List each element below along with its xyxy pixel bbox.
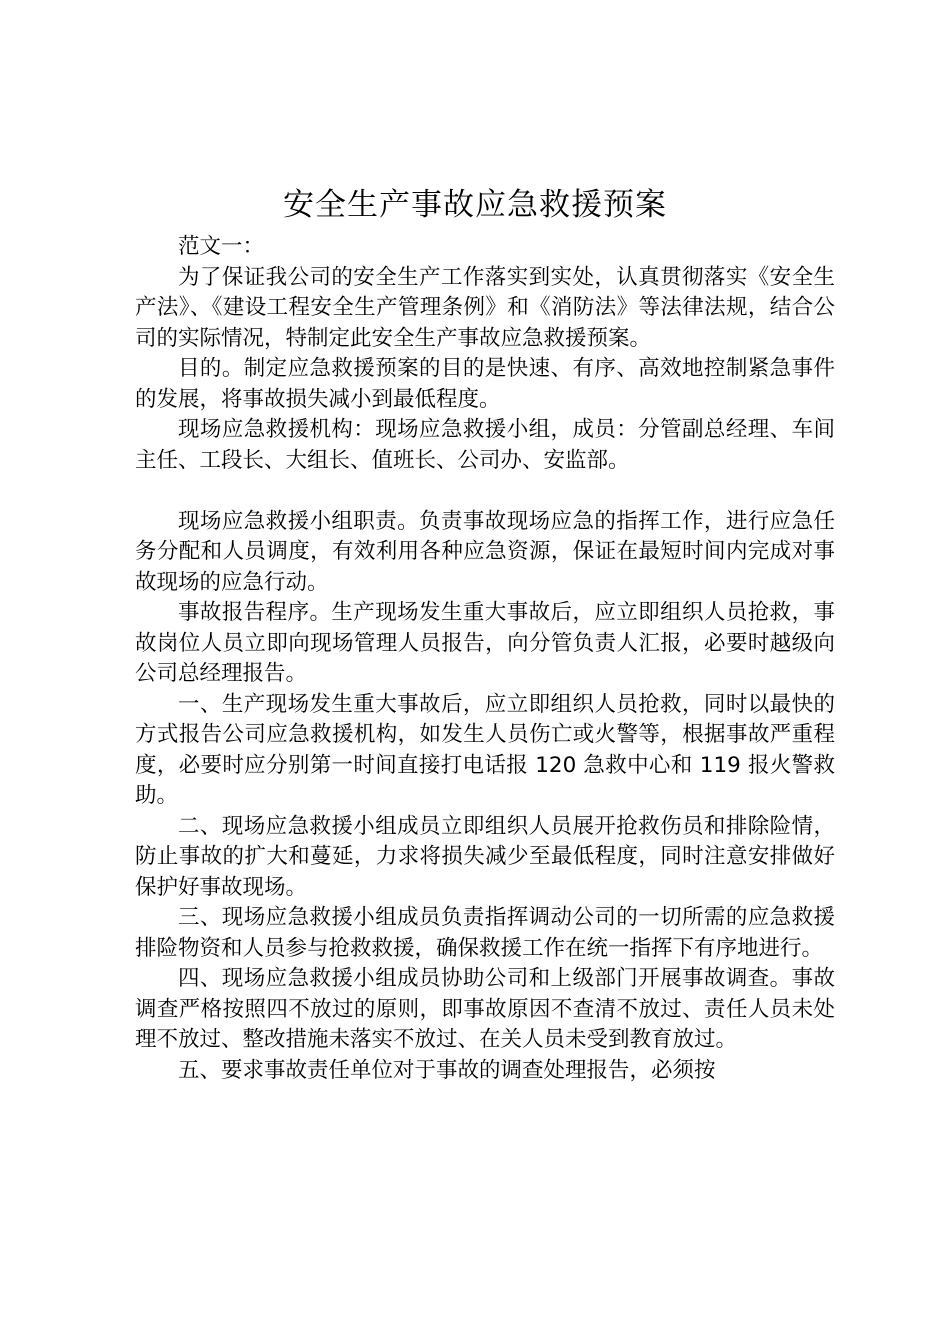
paragraph-item-3: 三、现场应急救援小组成员负责指挥调动公司的一切所需的应急救援排险物资和人员参与抢救救援，确保救援工作在统一指挥下有序地进行。 xyxy=(135,905,835,961)
document-title: 安全生产事故应急救援预案 xyxy=(283,187,667,223)
paragraph-team-duties: 现场应急救援小组职责。负责事故现场应急的指挥工作，进行应急任务分配和人员调度，有效利用各种应急资源，保证在最短时间内完成对事故现场的应急行动。 xyxy=(135,508,835,595)
document-body xyxy=(135,232,835,1086)
paragraph-purpose-statement: 为了保证我公司的安全生产工作落实到实处，认真贯彻落实《安全生产法》、《建设工程安全生产管理条例》和《消防法》等法律法规，结合公司的实际情况，特制定此安全生产事故应急救援预案。 xyxy=(135,264,835,351)
paragraph-item-5: 五、要求事故责任单位对于事故的调查处理报告，必须按 xyxy=(178,1057,716,1083)
paragraph-objective: 目的。制定应急救援预案的目的是快速、有序、高效地控制紧急事件的发展，将事故损失减小到最低程度。 xyxy=(135,356,835,412)
paragraph-item-4: 四、现场应急救援小组成员协助公司和上级部门开展事故调查。事故调查严格按照四不放过的原则，即事故原因不查清不放过、责任人员未处理不放过、整改措施未落实不放过、在关人员未受到教育放过。 xyxy=(135,966,835,1052)
paragraph-intro: 范文一： xyxy=(178,234,265,259)
paragraph-item-2: 二、现场应急救援小组成员立即组织人员展开抢救伤员和排除险情，防止事故的扩大和蔓延，力求将损失减少至最低程度，同时注意安排做好保护好事故现场。 xyxy=(135,813,835,900)
paragraph-reporting-procedure: 事故报告程序。生产现场发生重大事故后，应立即组织人员抢救，事故岗位人员立即向现场管理人员报告，向分管负责人汇报，必要时越级向公司总经理报告。 xyxy=(135,600,835,686)
paragraph-gap xyxy=(135,476,835,507)
paragraph-organization: 现场应急救援机构：现场应急救援小组，成员：分管副总经理、车间主任、工段长、大组长、值班长、公司办、安监部。 xyxy=(135,417,835,473)
paragraph-item-1: 一、生产现场发生重大事故后，应立即组织人员抢救，同时以最快的方式报告公司应急救援机构，如发生人员伤亡或火警等，根据事故严重程度，必要时应分别第一时间直接打电话报 120 急救中心和 119 报火警救助。 xyxy=(135,691,835,808)
